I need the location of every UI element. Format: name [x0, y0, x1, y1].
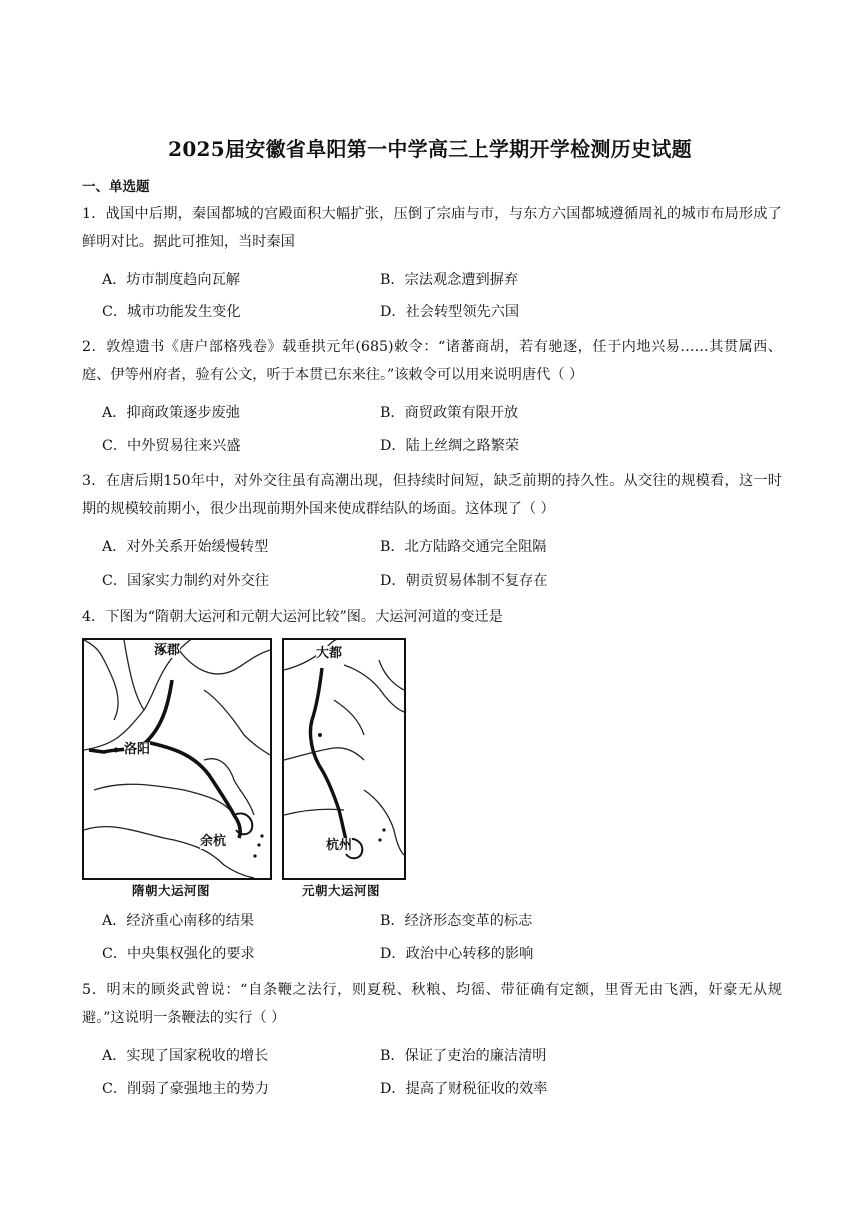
yuan-map-label-hangzhou: 杭州 [326, 838, 353, 853]
question-1-option-a: A．坊市制度趋向瓦解 [102, 272, 240, 288]
question-4-stem: 4．下图为“隋朝大运河和元朝大运河比较”图。大运河河道的变迁是 [82, 609, 503, 625]
question-3-option-c: C．国家实力制约对外交往 [102, 573, 269, 589]
question-1-stem: 1．战国中后期，秦国都城的宫殿面积大幅扩张，压倒了宗庙与市，与东方六国都城遵循周礼的城市布局形成了鲜明对比。据此可推知，当时秦国 [82, 206, 782, 250]
question-3-option-d: D．朝贡贸易体制不复存在 [380, 573, 548, 589]
yuan-canal-map [282, 638, 406, 880]
question-4-option-c: C．中央集权强化的要求 [102, 946, 255, 962]
question-2-stem: 2．敦煌遗书《唐户部格残卷》载垂拱元年(685)敕令：“诸蕃商胡，若有驰逐，任于内地兴易……其贯属西、庭、伊等州府者，验有公文，听于本贯已东来往。”该敕令可以用来说明唐代（ ） [82, 339, 782, 383]
question-4-option-b: B．经济形态变革的标志 [380, 913, 533, 929]
sui-map-label-luoyang: 洛阳 [124, 742, 151, 757]
sui-map-label-zhuojun: 涿郡 [154, 643, 181, 658]
question-5-option-b: B．保证了吏治的廉洁清明 [380, 1048, 547, 1064]
question-2-option-c: C．中外贸易往来兴盛 [102, 438, 241, 454]
sui-map-label-yuhang: 余杭 [200, 834, 227, 849]
section-heading: 一、单选题 [82, 179, 150, 195]
question-3-option-b: B．北方陆路交通完全阻隔 [380, 539, 547, 555]
question-1-option-c: C．城市功能发生变化 [102, 304, 241, 320]
question-3-stem: 3．在唐后期150年中，对外交往虽有高潮出现，但持续时间短，缺乏前期的持久性。从交往的规模看，这一时期的规模较前期小，很少出现前期外国来使成群结队的场面。这体现了（ ） [82, 473, 782, 517]
sui-canal-map [82, 638, 272, 880]
question-2-option-d: D．陆上丝绸之路繁荣 [380, 438, 520, 454]
page-title: 2025届安徽省阜阳第一中学高三上学期开学检测历史试题 [168, 137, 692, 161]
yuan-map-caption: 元朝大运河图 [302, 883, 381, 898]
sui-map-caption: 隋朝大运河图 [132, 883, 211, 898]
question-5-option-d: D．提高了财税征收的效率 [380, 1081, 548, 1097]
question-2-option-a: A．抑商政策逐步废弛 [102, 405, 240, 421]
yuan-map-label-dadu: 大都 [316, 646, 343, 661]
question-4-option-a: A．经济重心南移的结果 [102, 913, 255, 929]
question-3-option-a: A．对外关系开始缓慢转型 [102, 539, 269, 555]
question-2-option-b: B．商贸政策有限开放 [380, 405, 519, 421]
sui-map-drawing [84, 640, 270, 878]
question-1-option-b: B．宗法观念遭到摒弃 [380, 272, 519, 288]
question-1-option-d: D．社会转型领先六国 [380, 304, 520, 320]
question-5-option-c: C．削弱了豪强地主的势力 [102, 1081, 269, 1097]
question-4-option-d: D．政治中心转移的影响 [380, 946, 534, 962]
question-5-stem: 5．明末的顾炎武曾说：“自条鞭之法行，则夏税、秋粮、均徭、带征确有定额，里胥无由飞洒，奸豪无从规避。”这说明一条鞭法的实行（ ） [82, 982, 782, 1026]
question-5-option-a: A．实现了国家税收的增长 [102, 1048, 269, 1064]
